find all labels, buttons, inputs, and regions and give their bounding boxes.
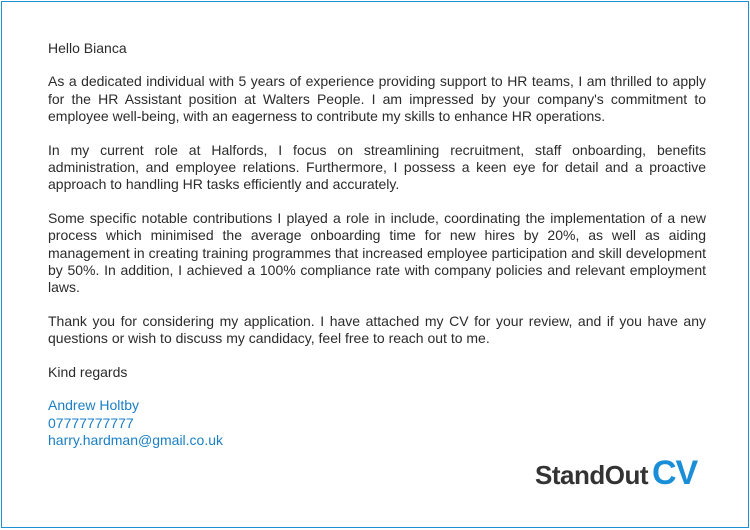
paragraph-current-role: In my current role at Halfords, I focus on streamlining recruitment, staff onboarding, benefits administration, and employee relations. Furthermore, I possess a keen eye for detail and a proactive approach to handling HR tasks efficiently and accurately.	[48, 141, 706, 193]
paragraph-contributions: Some specific notable contributions I played a role in include, coordinating the implementation of a new process which minimised the average onboarding time for new hires by 20%, as well as aiding management in creating training programmes that increased employee participation and skill development by 50%. In addition, I achieved a 100% compliance rate with company policies and relevant employment laws.	[48, 209, 706, 296]
signature-name: Andrew Holtby	[48, 397, 140, 414]
signature-email: harry.hardman@gmail.co.uk	[48, 431, 224, 448]
paragraph-thanks: Thank you for considering my application. I have attached my CV for your review, and if you have any questions or wish to discuss my candidacy, feel free to reach out to me.	[48, 312, 706, 347]
greeting: Hello Bianca	[48, 40, 127, 56]
signature-block	[48, 397, 706, 449]
logo-text-standout: StandOut	[535, 460, 648, 490]
cover-letter-page	[1, 1, 749, 528]
logo-text-cv: CV	[652, 454, 698, 492]
signature-phone: 07777777777	[48, 414, 134, 431]
standout-cv-logo	[535, 454, 697, 493]
closing: Kind regards	[48, 363, 128, 380]
letter-body	[48, 40, 706, 449]
paragraph-intro: As a dedicated individual with 5 years of experience providing support to HR teams, I am thrilled to apply for the HR Assistant position at Walters People. I am impressed by your company's commitment to employee well-being, with an eagerness to contribute my skills to enhance HR operations.	[48, 73, 706, 125]
